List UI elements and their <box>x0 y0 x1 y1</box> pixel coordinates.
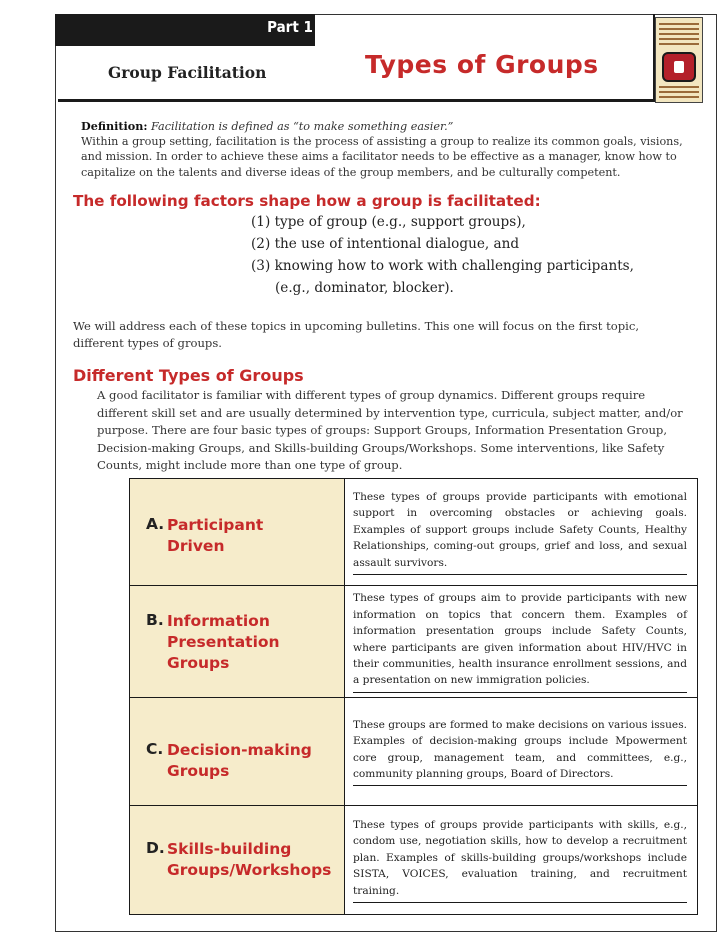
row-title <box>167 839 331 881</box>
row-letter: A. <box>146 515 165 533</box>
row-title-line: Presentation <box>167 633 280 651</box>
factor-item: (2) the use of intentional dialogue, and <box>251 236 520 252</box>
row-title-line: Information <box>167 612 270 630</box>
row-title-line: Participant <box>167 516 264 534</box>
definition-body: Within a group setting, facilitation is the process of assisting a group to realize its common goals, visions, and mission. In order to achieve these aims a facilitator needs to be effective as a manager, know how to capitalize on the talents and diverse ideas of the group members, and be culturally competent. <box>81 135 683 179</box>
factor-item: (1) type of group (e.g., support groups), <box>251 214 526 230</box>
row-title-line: Groups/Workshops <box>167 861 332 879</box>
row-title <box>167 515 263 557</box>
definition-label: Definition: <box>81 119 148 133</box>
row-desc-cell <box>345 479 697 585</box>
row-title-line: Groups <box>167 654 230 672</box>
row-title-line: Driven <box>167 537 225 555</box>
table-row <box>130 805 697 914</box>
part-label: Part 1 <box>267 18 313 36</box>
row-letter: C. <box>146 740 164 758</box>
row-description: These types of groups provide participants with skills, e.g., condom use, negotiation skills, how to develop a recruitment plan. Examples of skills-building groups/workshops include SISTA, VOICES, evaluation training, and recruitment training. <box>353 817 687 903</box>
row-title-line: Groups <box>167 762 230 780</box>
types-paragraph: A good facilitator is familiar with different types of group dynamics. Different groups require different skill set and are usually determined by intervention type, curricula, subject matter, and/or purpose. There are four basic types of groups: Support Groups, Information Presentation Group, Decision-making Groups, and Skills-building Groups/Workshops. Some interventions, like Safety Counts, might include more than one type of group. <box>97 388 683 473</box>
row-label-cell <box>130 479 345 585</box>
definition-block <box>81 119 697 180</box>
group-types-table <box>129 478 698 915</box>
row-description: These types of groups aim to provide participants with new information on topics that concern them. Examples of information presentation groups include Safety Counts, where participants are given information about HIV/HVC in their communities, health insurance enrollment sessions, and a presentation on new immigration policies. <box>353 590 687 692</box>
row-desc-cell <box>345 806 697 914</box>
factors-list <box>251 211 634 299</box>
definition-quote: Facilitation is defined as “to make something easier.” <box>151 120 454 133</box>
header-rule <box>58 99 654 102</box>
row-description: These groups are formed to make decisions on various issues. Examples of decision-making groups include Mpowerment core group, management team, and committees, e.g., community planning groups, Board of Directors. <box>353 717 687 787</box>
factors-heading: The following factors shape how a group is facilitated: <box>73 192 541 210</box>
row-title <box>167 740 312 782</box>
row-label-cell <box>130 586 345 697</box>
table-row <box>130 479 697 585</box>
table-row <box>130 697 697 805</box>
row-title-line: Skills-building <box>167 840 292 858</box>
row-letter: D. <box>146 839 165 857</box>
types-heading: Different Types of Groups <box>73 366 304 385</box>
row-title-line: Decision-making <box>167 741 312 759</box>
row-label-cell <box>130 806 345 914</box>
row-description: These types of groups provide participants with emotional support in overcoming obstacles or achieving goals. Examples of support groups include Safety Counts, Healthy Relationships, coming-out groups, grief and loss, and sexual assault survivors. <box>353 489 687 575</box>
row-desc-cell <box>345 586 697 697</box>
section-label: Group Facilitation <box>108 63 267 82</box>
row-label-cell <box>130 698 345 805</box>
page-title: Types of Groups <box>365 50 599 79</box>
row-letter: B. <box>146 611 164 629</box>
table-row <box>130 585 697 697</box>
row-desc-cell <box>345 698 697 805</box>
factor-item: (3) knowing how to work with challenging participants, <box>251 258 634 274</box>
intro-paragraph: We will address each of these topics in upcoming bulletins. This one will focus on the first topic, different types of groups. <box>73 319 640 350</box>
factor-item: (e.g., dominator, blocker). <box>275 280 454 296</box>
agency-logo-icon <box>655 17 703 103</box>
row-title <box>167 611 280 674</box>
